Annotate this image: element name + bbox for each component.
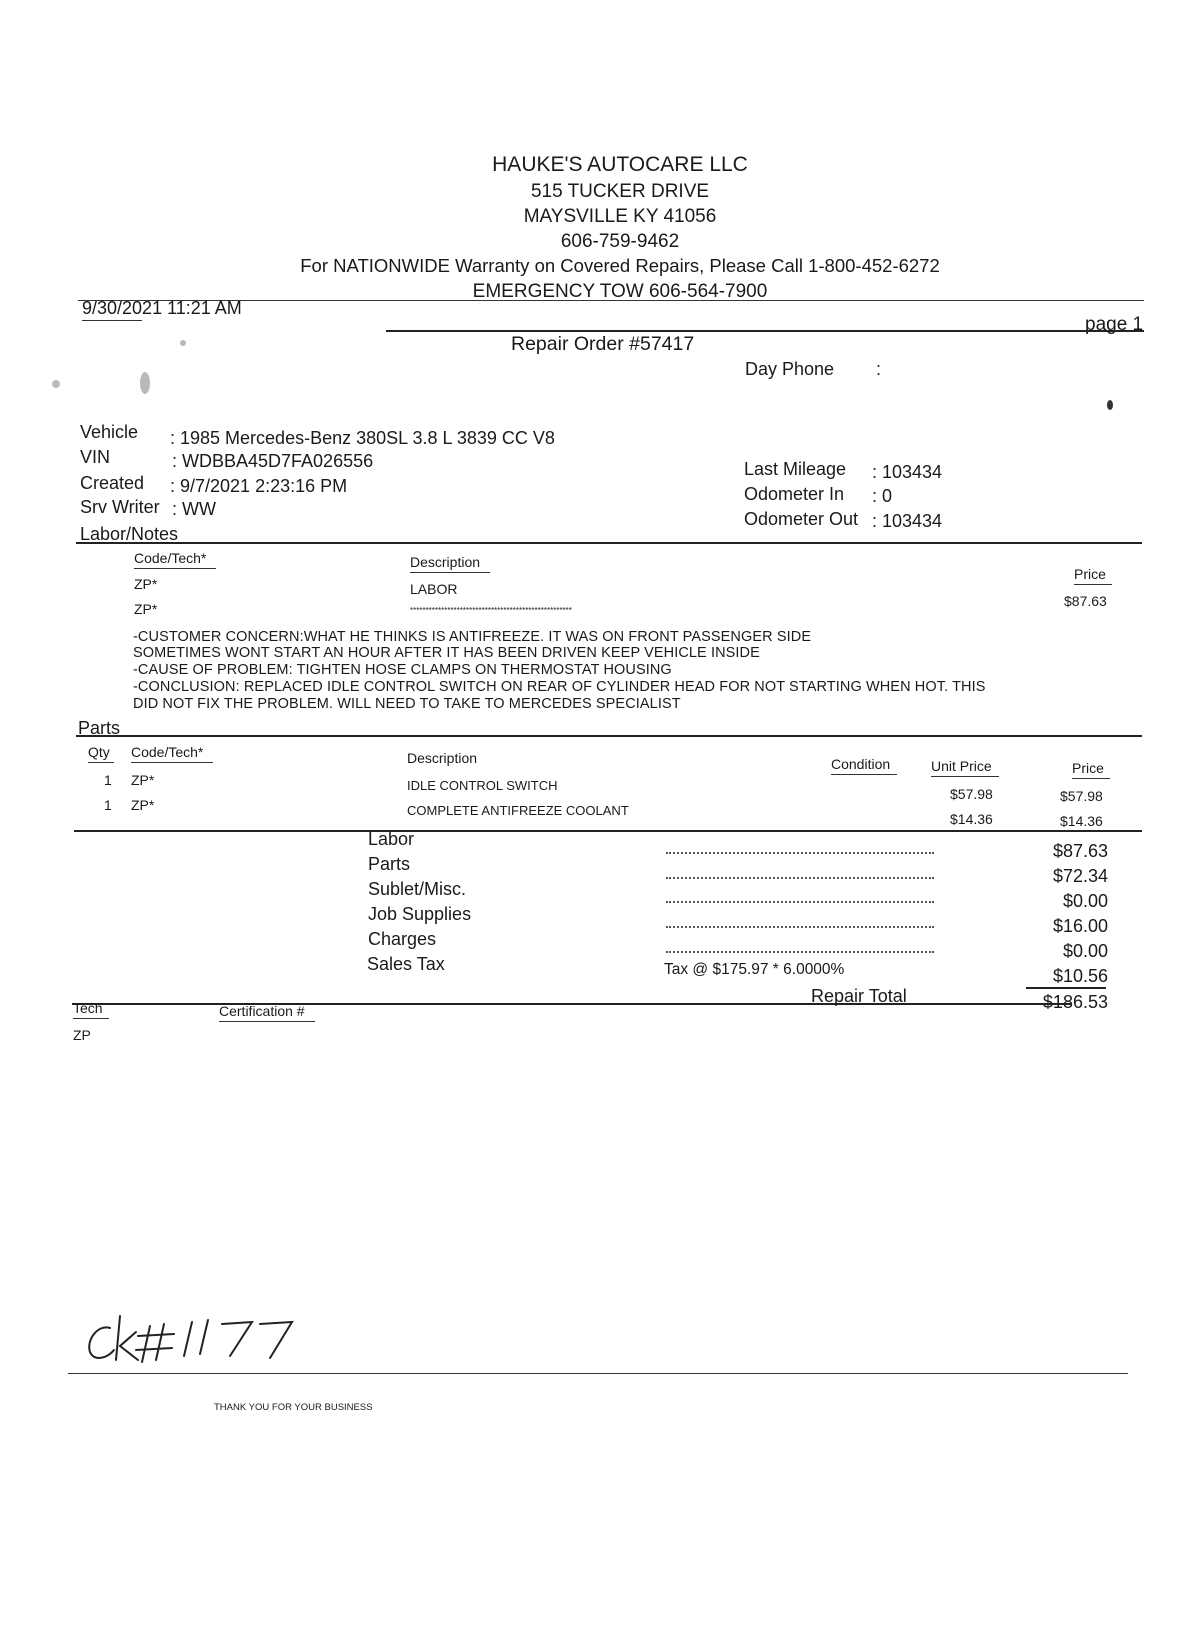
labor-note-line: -CUSTOMER CONCERN:WHAT HE THINKS IS ANTIFREEZE. IT WAS ON FRONT PASSENGER SIDE xyxy=(133,629,812,645)
created-label: Created xyxy=(80,473,145,493)
handwritten-check-number xyxy=(80,1310,310,1370)
vin-value: : WDBBA45D7FA026556 xyxy=(172,451,374,471)
shop-city: MAYSVILLE KY 41056 xyxy=(523,206,717,227)
parts-col-price: Price xyxy=(1072,760,1110,779)
scan-speck xyxy=(1107,400,1113,410)
parts-col-code: Code/Tech* xyxy=(131,744,213,763)
vin-label: VIN xyxy=(80,447,111,467)
total-charges-label: Charges xyxy=(368,929,437,949)
leader-dots xyxy=(666,901,934,903)
certification-label: Certification # xyxy=(219,1003,315,1022)
tax-note: Tax @ $175.97 * 6.0000% xyxy=(664,961,845,978)
leader-dots xyxy=(666,877,934,879)
odometer-in-value: : 0 xyxy=(872,486,893,506)
scan-speck xyxy=(52,380,60,388)
total-parts-value: $72.34 xyxy=(1052,866,1108,886)
last-mileage-label: Last Mileage xyxy=(744,459,847,479)
part-code: ZP* xyxy=(131,772,155,788)
last-mileage-value: : 103434 xyxy=(872,462,943,482)
day-phone-label: Day Phone xyxy=(745,359,835,379)
total-labor-label: Labor xyxy=(368,829,415,849)
labor-row2-code: ZP* xyxy=(134,601,158,617)
divider xyxy=(82,320,142,321)
labor-note-line: DID NOT FIX THE PROBLEM. WILL NEED TO TAKE TO MERCEDES SPECIALIST xyxy=(133,696,681,712)
writer-label: Srv Writer xyxy=(80,497,160,517)
part-unit-price: $14.36 xyxy=(950,811,993,827)
part-qty: 1 xyxy=(104,772,112,788)
divider xyxy=(78,300,1144,301)
part-price: $14.36 xyxy=(1060,813,1103,829)
vehicle-label: Vehicle xyxy=(80,422,139,442)
shop-name: HAUKE'S AUTOCARE LLC xyxy=(492,153,748,176)
parts-col-condition: Condition xyxy=(831,756,897,775)
labor-row1-code: ZP* xyxy=(134,576,158,592)
tech-label: Tech xyxy=(73,1000,109,1019)
labor-col-price: Price xyxy=(1074,566,1112,585)
divider xyxy=(386,330,1144,332)
created-value: : 9/7/2021 2:23:16 PM xyxy=(170,476,348,496)
day-phone-sep: : xyxy=(876,359,882,379)
total-labor-value: $87.63 xyxy=(1052,841,1108,861)
parts-col-qty: Qty xyxy=(88,744,114,763)
part-unit-price: $57.98 xyxy=(950,786,993,802)
divider xyxy=(76,542,1142,544)
scan-speck xyxy=(140,372,150,394)
labor-price: $87.63 xyxy=(1064,593,1107,609)
warranty-line: For NATIONWIDE Warranty on Covered Repairs, Please Call 1-800-452-6272 xyxy=(300,255,940,276)
total-tax-value: $10.56 xyxy=(1052,966,1108,986)
tow-line: EMERGENCY TOW 606-564-7900 xyxy=(472,281,768,302)
labor-note-line: -CAUSE OF PROBLEM: TIGHTEN HOSE CLAMPS ON THERMOSTAT HOUSING xyxy=(133,662,672,678)
divider xyxy=(76,735,1142,737)
shop-phone: 606-759-9462 xyxy=(560,231,680,252)
repair-total-value: $186.53 xyxy=(1042,992,1108,1012)
shop-address: 515 TUCKER DRIVE xyxy=(530,181,710,202)
parts-col-description: Description xyxy=(407,750,478,766)
vehicle-value: : 1985 Mercedes-Benz 380SL 3.8 L 3839 CC V8 xyxy=(170,428,555,448)
total-supplies-label: Job Supplies xyxy=(368,904,472,924)
part-description: COMPLETE ANTIFREEZE COOLANT xyxy=(407,803,629,818)
divider xyxy=(68,1373,1128,1374)
total-sublet-value: $0.00 xyxy=(1062,891,1108,911)
leader-dots xyxy=(666,852,934,854)
print-datetime: 9/30/2021 11:21 AM xyxy=(82,298,242,318)
odometer-out-value: : 103434 xyxy=(872,511,943,531)
labor-note-line: SOMETIMES WONT START AN HOUR AFTER IT HAS BEEN DRIVEN KEEP VEHICLE INSIDE xyxy=(133,645,760,661)
parts-col-unit-price: Unit Price xyxy=(931,758,999,777)
leader-dots xyxy=(666,951,934,953)
footer-thanks: THANK YOU FOR YOUR BUSINESS xyxy=(214,1402,373,1413)
total-sublet-label: Sublet/Misc. xyxy=(368,879,467,899)
labor-col-code: Code/Tech* xyxy=(134,550,216,569)
part-qty: 1 xyxy=(104,797,112,813)
odometer-out-label: Odometer Out xyxy=(744,509,859,529)
labor-notes-title: Labor/Notes xyxy=(80,524,179,544)
writer-value: : WW xyxy=(172,499,216,519)
part-code: ZP* xyxy=(131,797,155,813)
divider xyxy=(1026,987,1106,989)
tech-value: ZP xyxy=(73,1027,91,1043)
part-description: IDLE CONTROL SWITCH xyxy=(407,778,558,793)
divider xyxy=(74,830,1142,832)
repair-order-number: Repair Order #57417 xyxy=(511,333,695,355)
labor-row2-description: **************************************************** xyxy=(410,606,572,615)
page-label: page 1 xyxy=(1085,314,1144,335)
labor-row1-description: LABOR xyxy=(410,581,458,597)
labor-note-line: -CONCLUSION: REPLACED IDLE CONTROL SWITCH ON REAR OF CYLINDER HEAD FOR NOT STARTING WHEN HOT. THIS xyxy=(133,679,986,695)
total-parts-label: Parts xyxy=(368,854,411,874)
parts-title: Parts xyxy=(78,718,121,738)
part-price: $57.98 xyxy=(1060,788,1103,804)
total-charges-value: $0.00 xyxy=(1062,941,1108,961)
leader-dots xyxy=(666,926,934,928)
odometer-in-label: Odometer In xyxy=(744,484,845,504)
labor-col-description: Description xyxy=(410,554,490,573)
total-tax-label: Sales Tax xyxy=(367,954,445,974)
total-supplies-value: $16.00 xyxy=(1052,916,1108,936)
scan-speck xyxy=(180,340,186,346)
repair-total-label: Repair Total xyxy=(811,986,907,1006)
